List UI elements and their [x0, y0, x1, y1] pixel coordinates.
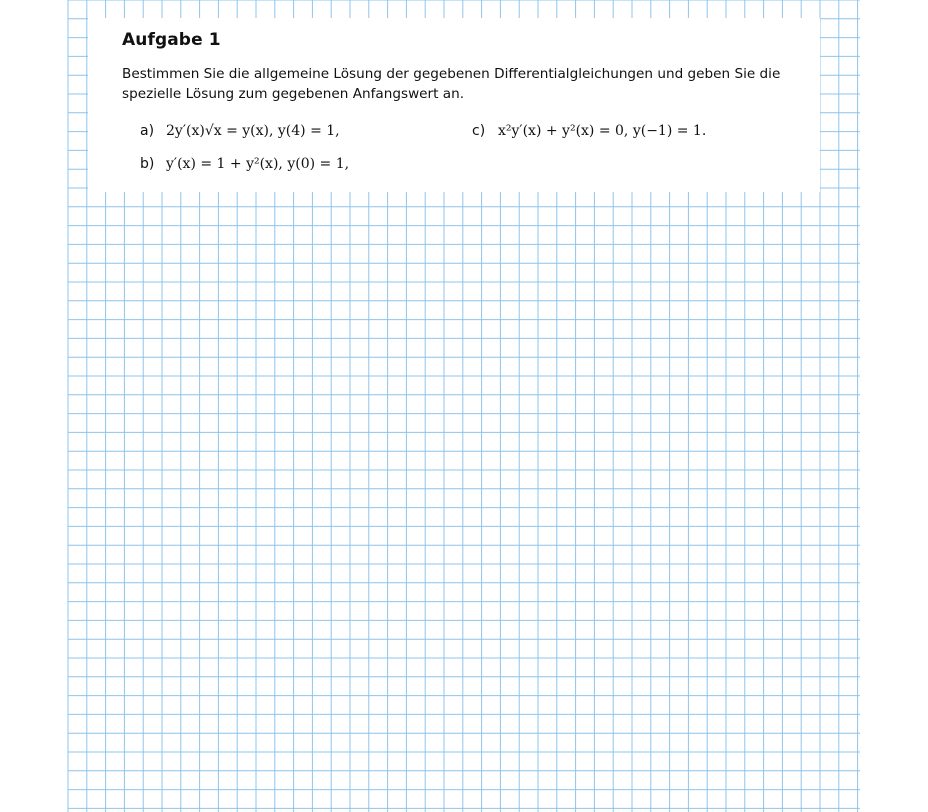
- part-a-label: a): [140, 123, 155, 139]
- task-intro: Bestimmen Sie die allgemeine Lösung der gegebenen Differentialgleichungen und geben Sie die spezielle Lösung zum gegebenen Anfangswert an.: [122, 66, 781, 102]
- part-a-equation: 2y′(x)√x = y(x), y(4) = 1,: [166, 123, 340, 139]
- part-a: [140, 123, 340, 139]
- task-box: [88, 18, 820, 192]
- part-b-equation: y′(x) = 1 + y²(x), y(0) = 1,: [166, 156, 350, 172]
- task-title: Aufgabe 1: [122, 30, 221, 50]
- part-b-label: b): [140, 156, 155, 172]
- part-b: [140, 156, 349, 172]
- part-c: [472, 123, 706, 139]
- part-c-equation: x²y′(x) + y²(x) = 0, y(−1) = 1.: [498, 123, 707, 139]
- part-c-label: c): [472, 123, 486, 139]
